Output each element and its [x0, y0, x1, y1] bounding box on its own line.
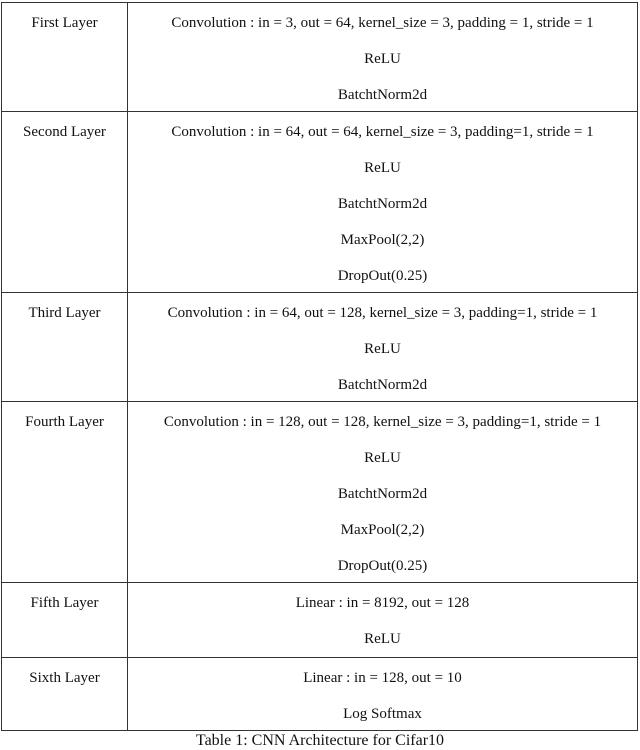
operation: Linear : in = 8192, out = 128: [295, 595, 470, 611]
table-row: [2, 583, 637, 658]
table-caption: Table 1: CNN Architecture for Cifar10: [195, 732, 445, 749]
operation: BatchtNorm2d: [337, 87, 428, 103]
layer-name: Fifth Layer: [2, 583, 128, 657]
layer-operations: [128, 402, 637, 582]
layer-operations: [128, 112, 637, 292]
layer-name: Fourth Layer: [2, 402, 128, 582]
operation: Log Softmax: [343, 706, 422, 722]
operation: DropOut(0.25): [337, 558, 428, 574]
layer-name: First Layer: [2, 3, 128, 111]
architecture-table: [1, 2, 638, 731]
layer-name: Sixth Layer: [2, 658, 128, 730]
layer-operations: [128, 293, 637, 401]
operation: ReLU: [364, 450, 401, 466]
operation: MaxPool(2,2): [340, 232, 425, 248]
table-row: [2, 112, 637, 293]
operation: ReLU: [364, 51, 401, 67]
operation: Convolution : in = 64, out = 128, kernel_size = 3, padding=1, stride = 1: [167, 305, 598, 321]
operation: BatchtNorm2d: [337, 377, 428, 393]
operation: Convolution : in = 3, out = 64, kernel_size = 3, padding = 1, stride = 1: [171, 15, 594, 31]
operation: ReLU: [364, 341, 401, 357]
layer-operations: [128, 583, 637, 657]
operation: ReLU: [364, 160, 401, 176]
table-row: [2, 3, 637, 112]
layer-name: Second Layer: [2, 112, 128, 292]
operation: Linear : in = 128, out = 10: [303, 670, 462, 686]
operation: MaxPool(2,2): [340, 522, 425, 538]
layer-name: Third Layer: [2, 293, 128, 401]
table-row: [2, 293, 637, 402]
operation: DropOut(0.25): [337, 268, 428, 284]
layer-operations: [128, 658, 637, 730]
operation: Convolution : in = 128, out = 128, kernel_size = 3, padding=1, stride = 1: [163, 414, 602, 430]
operation: BatchtNorm2d: [337, 196, 428, 212]
layer-operations: [128, 3, 637, 111]
operation: ReLU: [364, 631, 401, 647]
operation: Convolution : in = 64, out = 64, kernel_size = 3, padding=1, stride = 1: [171, 124, 594, 140]
operation: BatchtNorm2d: [337, 486, 428, 502]
table-row: [2, 658, 637, 731]
table-row: [2, 402, 637, 583]
